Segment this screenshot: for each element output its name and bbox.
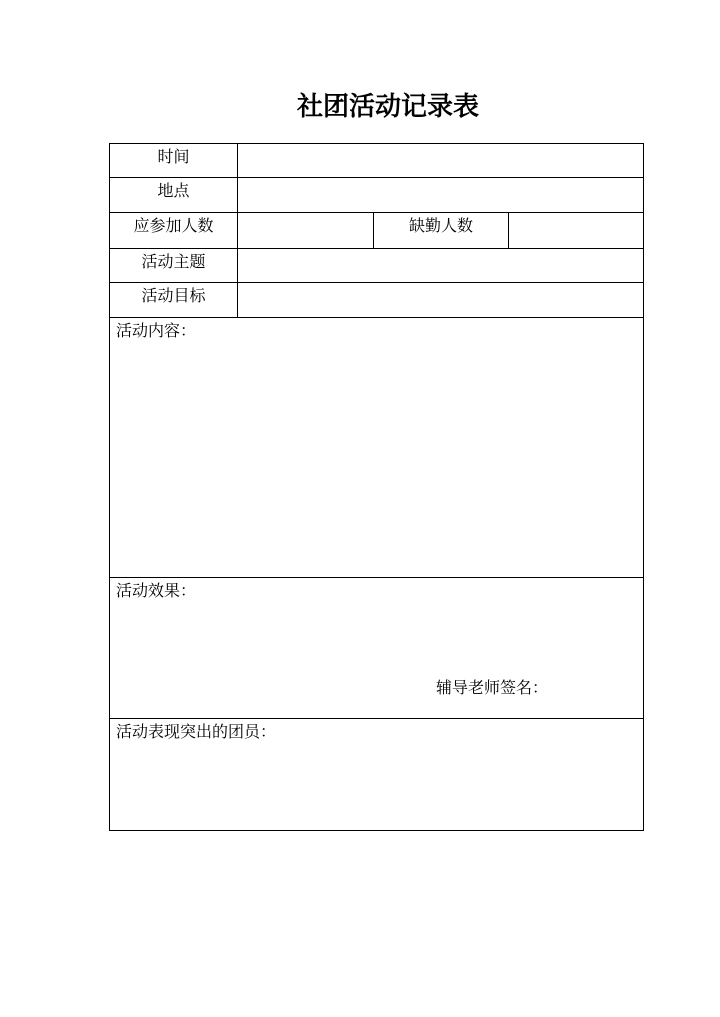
time-value-cell	[237, 143, 644, 178]
effect-section	[109, 577, 644, 719]
absent-count-label-cell	[373, 212, 509, 249]
effect-label: 活动效果：	[116, 581, 197, 600]
time-label-cell	[109, 143, 238, 178]
theme-label-cell	[109, 248, 238, 283]
absent-count-value-cell	[508, 212, 644, 249]
advisor-signature-label: 辅导老师签名：	[436, 678, 549, 697]
place-label: 地点	[157, 181, 190, 200]
outstanding-members-section	[109, 718, 644, 831]
content-label: 活动内容：	[116, 321, 197, 340]
expected-attendance-label-cell	[109, 212, 238, 249]
content-section	[109, 317, 644, 578]
theme-value-cell	[237, 248, 644, 283]
expected-attendance-label: 应参加人数	[133, 216, 214, 235]
expected-attendance-value-cell	[237, 212, 374, 249]
theme-label: 活动主题	[141, 252, 206, 271]
goal-value-cell	[237, 282, 644, 318]
activity-record-table	[109, 143, 644, 831]
goal-label-cell	[109, 282, 238, 318]
goal-label: 活动目标	[141, 286, 206, 305]
outstanding-members-label: 活动表现突出的团员：	[116, 722, 277, 741]
time-label: 时间	[157, 147, 190, 166]
absent-count-label: 缺勤人数	[408, 216, 473, 235]
place-label-cell	[109, 177, 238, 213]
page-title: 社团活动记录表	[296, 92, 479, 122]
place-value-cell	[237, 177, 644, 213]
